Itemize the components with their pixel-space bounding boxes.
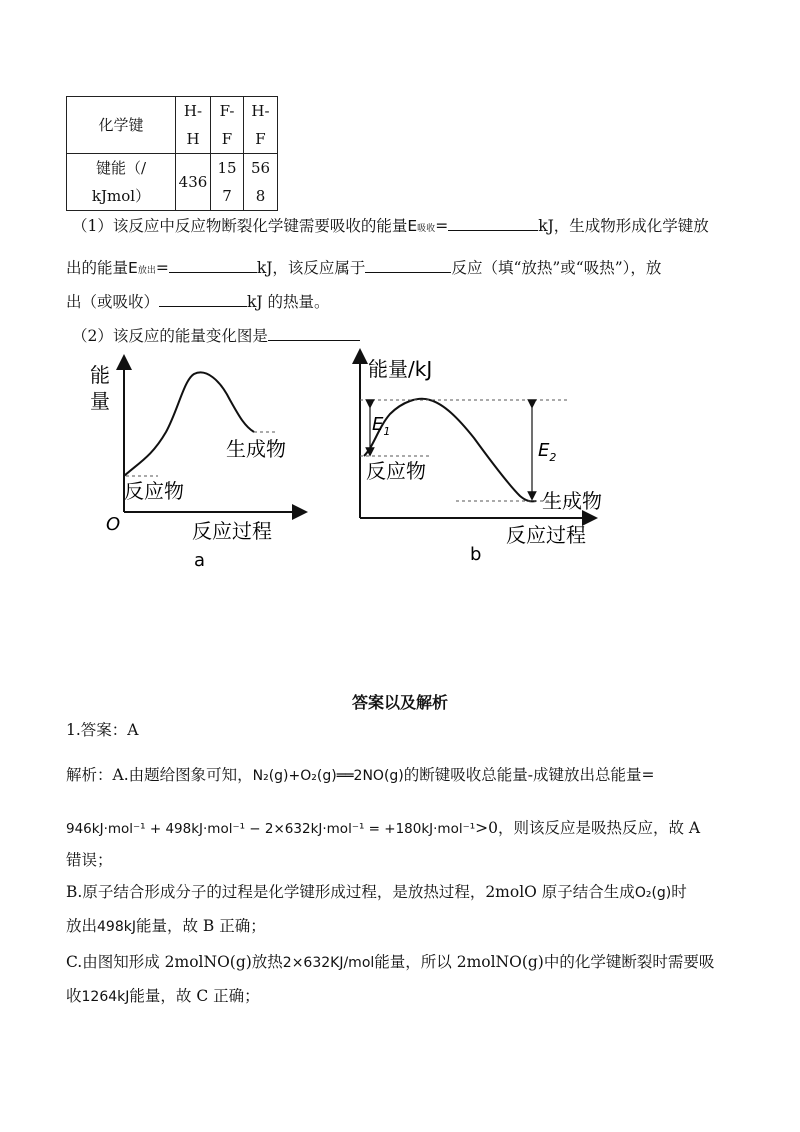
analysis-line-6: C.由图知形成 2molNO(g)放热2×632KJ/mol能量，所以 2molNO(g)中的化学键断裂时需要吸 [66, 953, 715, 971]
caption-a: a [194, 550, 206, 571]
answer-blank-3[interactable] [365, 258, 451, 273]
x-label-b: 反应过程 [506, 523, 586, 547]
table-header-bond: 化学键 [67, 97, 176, 154]
table-cell-ff: 15 7 [211, 154, 244, 211]
question-2: （2）该反应的能量变化图是 [72, 326, 360, 346]
product-label-b: 生成物 [542, 489, 602, 513]
table-header-ff: F- F [211, 97, 244, 154]
energy-curve-b [364, 399, 536, 502]
answer-blank-1[interactable] [448, 216, 538, 231]
y-label-a-1: 能 [90, 363, 110, 387]
reactant-label-b: 反应物 [366, 459, 426, 483]
answer-blank-4[interactable] [159, 292, 247, 307]
origin-label: O [106, 514, 121, 535]
e2-label: $E_2$ [538, 440, 557, 464]
product-label-a: 生成物 [226, 437, 286, 461]
answer-blank-5[interactable] [268, 326, 360, 341]
analysis-line-7: 收1264kJ能量，故 C 正确； [66, 987, 260, 1005]
question-1-line-2: 出的能量E放出= kJ，该反应属于 反应（填“放热”或“吸热”），放 [66, 259, 662, 277]
caption-b: b [470, 544, 482, 565]
y-label-b: 能量/kJ [368, 357, 433, 381]
e1-label: $E_1$ [372, 414, 391, 438]
analysis-line-3: 错误； [66, 851, 113, 869]
y-label-a-2: 量 [90, 389, 110, 413]
table-cell-hh: 436 [176, 154, 211, 211]
answer-heading: 答案以及解析 [351, 693, 448, 712]
reactant-label-a: 反应物 [124, 479, 184, 503]
table-header-hf: H- F [244, 97, 278, 154]
analysis-line-4: B.原子结合形成分子的过程是化学键形成过程，是放热过程，2molO 原子结合生成O₂(g)时 [66, 883, 687, 901]
question-1-line-1: （1）该反应中反应物断裂化学键需要吸收的能量E吸收= kJ，生成物形成化学键放 [72, 217, 709, 235]
question-1-line-3: 出（或吸收） kJ 的热量。 [66, 293, 330, 311]
energy-diagram-b [340, 346, 640, 572]
answer-blank-2[interactable] [169, 258, 257, 273]
bond-energy-table [66, 96, 278, 211]
table-header-hh: H- H [176, 97, 211, 154]
table-cell-hf: 56 8 [244, 154, 278, 211]
answer-1: 1.答案：A [66, 721, 139, 739]
analysis-line-1: 解析：A.由题给图象可知，N₂(g)+O₂(g)══2NO(g)的断键吸收总能量-成键放出总能量= [66, 766, 655, 784]
analysis-line-5: 放出498kJ能量，故 B 正确； [66, 917, 266, 935]
x-label-a: 反应过程 [192, 519, 272, 543]
table-row-label: 键能（/ kJmol） [67, 154, 176, 211]
energy-diagram-a [80, 352, 310, 572]
analysis-line-2: 946kJ·mol⁻¹ + 498kJ·mol⁻¹ − 2×632kJ·mol⁻¹ = +180kJ·mol⁻¹>0，则该反应是吸热反应，故 A [66, 819, 701, 837]
